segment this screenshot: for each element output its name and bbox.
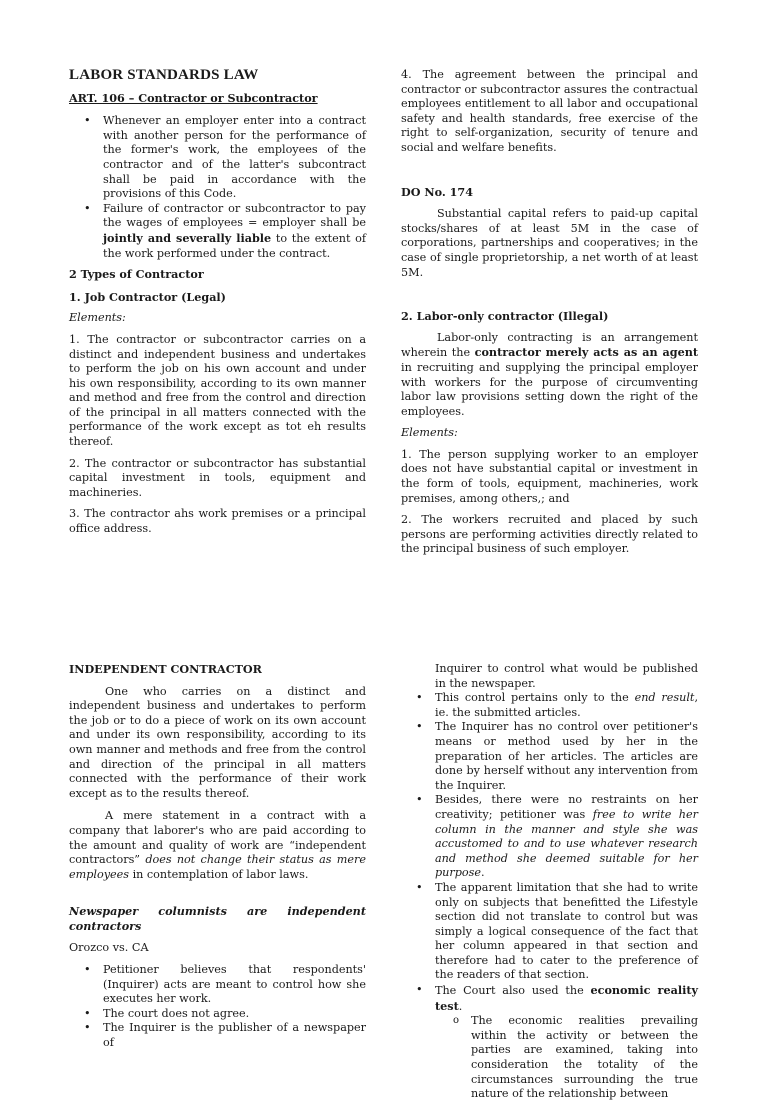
element-item: 1. The person supplying worker to an employer does not have substantial capital or investment in the form of tools, equipment, machineries, work premises, among others,; and: [401, 447, 698, 505]
page1-right-column: [401, 68, 698, 557]
independent-contractor-heading: INDEPENDENT CONTRACTOR: [69, 662, 262, 676]
list-item: • Petitioner believes that respondents' (Inquirer) acts are meant to control how she executes her work.: [103, 963, 366, 1007]
page2-left-column: [69, 662, 366, 1051]
list-item: • The Inquirer is the publisher of a newspaper of: [103, 1021, 366, 1050]
types-heading: 2 Types of Contractor: [69, 267, 204, 282]
elements-label: Elements:: [401, 426, 458, 440]
law-title: LABOR STANDARDS LAW: [69, 67, 259, 83]
element-item: 2. The workers recruited and placed by such persons are performing activities directly related to the principal business of such employer.: [401, 513, 698, 556]
continuation-text: Inquirer to control what would be published in the newspaper.: [435, 662, 698, 690]
item-4: 4. The agreement between the principal and contractor or subcontractor assures the contractual employees entitlement to all labor and occupational safety and health standards, free exercise of the right to self-organization, security of tenure and social and welfare benefits.: [401, 68, 698, 154]
list-item: • The Court also used the economic reality test. o The economic realities prevailing within the activity or between the parties are examined, taking into consideration the totality of the circumstances surrounding the true nature of the relationship between: [435, 983, 698, 1102]
list-item: • The apparent limitation that she had to write only on subjects that benefitted the Lifestyle section did not translate to control but was simply a logical consequence of the fact that her column appeared in that section and therefore had to cater to the preference of the readers of that section.: [435, 881, 698, 983]
do-heading: DO No. 174: [401, 184, 473, 199]
definition-paragraph: One who carries on a distinct and independent business and undertakes to perform the job or to do a piece of work on its own account and under its own responsibility, according to its own manner and methods and free from the control and direction of the principal in all matters connected with the performance of their work except as to the results thereof.: [69, 684, 366, 800]
element-item: 1. The contractor or subcontractor carries on a distinct and independent business and undertakes to perform the job on his own account and under his own responsibility, according to its own manner and method and free from the control and direction of the principal in all matters connected with the performance of the work except as tot eh results thereof.: [69, 332, 366, 449]
list-item: • The court does not agree.: [103, 1007, 366, 1022]
job-contractor-heading: 1. Job Contractor (Legal): [69, 289, 226, 304]
case-bullets-continued: [401, 691, 698, 1102]
art-bullets: [69, 114, 366, 261]
art-heading: ART. 106 – Contractor or Subcontractor: [69, 90, 318, 105]
labor-only-text: Labor-only contracting is an arrangement wherein the contractor merely acts as an agent in recruiting and supplying the principal employer with workers for the purpose of circumventing labor law provisions setting down the right of the employees.: [401, 330, 698, 418]
list-item: • This control pertains only to the end result, ie. the submitted articles.: [435, 691, 698, 720]
page-gap: [0, 560, 768, 650]
list-item: • Whenever an employer enter into a contract with another person for the performance of the former's work, the employees of the contractor and of the latter's subcontract shall be paid in accordance with the provisions of this Code.: [103, 114, 366, 202]
sub-bullets: [435, 1014, 698, 1102]
page1-left-column: [69, 68, 366, 537]
element-item: 3. The contractor ahs work premises or a principal office address.: [69, 507, 366, 536]
list-item: • Besides, there were no restraints on her creativity; petitioner was free to write her column in the manner and style she was accustomed to and to use whatever research and method she deemed suitable for her purpose.: [435, 793, 698, 881]
page2-right-column: [401, 662, 698, 1102]
columnists-heading: Newspaper columnists are independent contractors: [69, 904, 366, 933]
labor-only-heading: 2. Labor-only contractor (Illegal): [401, 309, 609, 324]
statement-paragraph: A mere statement in a contract with a company that laborer's who are paid according to the amount and quality of work are “independent contractors” does not change their status as mere employees in contemplation of labor laws.: [69, 809, 366, 881]
case-bullets: [69, 963, 366, 1051]
case-name: Orozco vs. CA: [69, 940, 149, 954]
elements-label: Elements:: [69, 311, 126, 325]
list-item: • Failure of contractor or subcontractor to pay the wages of employees = employer shall be jointly and severally liable to the extent of the work performed under the contract.: [103, 202, 366, 261]
element-item: 2. The contractor or subcontractor has substantial capital investment in tools, equipment and machineries.: [69, 456, 366, 499]
list-item: • The Inquirer has no control over petitioner's means or method used by her in the preparation of her articles. The articles are done by herself without any intervention from the Inquirer.: [435, 720, 698, 793]
do-text: Substantial capital refers to paid-up capital stocks/shares of at least 5M in the case of corporations, partnerships and cooperatives; in the case of single proprietorship, a net worth of at least 5M.: [401, 207, 698, 279]
sub-list-item: o The economic realities prevailing within the activity or between the parties are examined, taking into consideration the totality of the circumstances surrounding the true nature of the relationship between: [471, 1014, 698, 1102]
